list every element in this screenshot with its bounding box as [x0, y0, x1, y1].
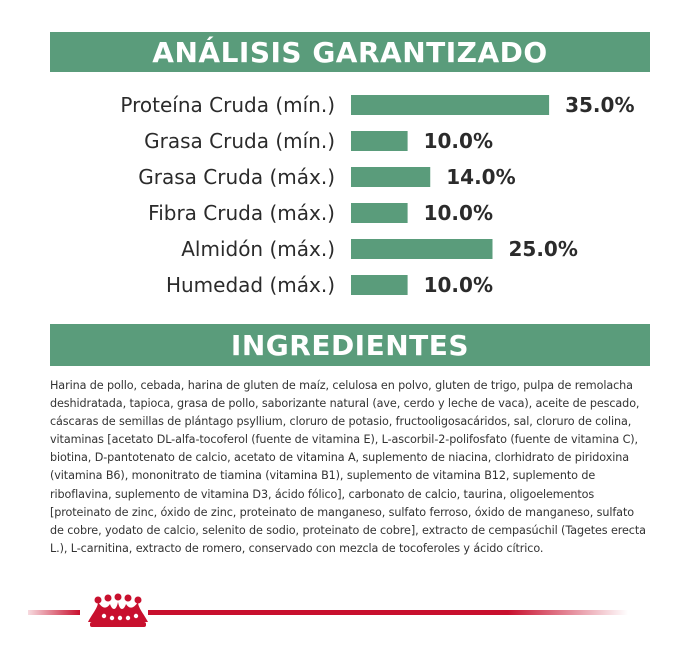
ingredients-list: Harina de pollo, cebada, harina de gluten de maíz, celulosa en polvo, gluten de trigo, pulpa de remolacha deshidratada, tapioca, grasa de pollo, saborizante natural (ave, cerdo y leche de vaca), aceite de pescado, cáscaras de semillas de plántago psyllium, cloruro de potasio, fructooligosacáridos, sal, cloruro de colina, vitaminas [acetato DL-alfa-tocoferol (fuente de vitamina E), L-ascorbil-2-polifosfato (fuente de vitamina C), biotina, D-pantotenato de calcio, acetato de vitamina A, suplemento de niacina, clorhidrato de piridoxina (vitamina B6), mononitrato de tiamina (vitamina B1), suplemento de vitamina B12, suplemento de riboflavina, suplemento de vitamina D3, ácido fólico], carbonato de calcio, taurina, oligoelementos [proteinato de zinc, óxido de zinc, proteinato de manganeso, sulfato ferroso, óxido de manganeso, sulfato de cobre, yodato de calcio, selenito de sodio, proteinato de cobre], extracto de cempasúchil (Tagetes erecta L.), L-carnitina, extracto de romero, conservado con mezcla de tocoferoles y ácido cítrico.: [50, 379, 646, 555]
category-label: Humedad (máx.): [165, 273, 335, 297]
value-label: 10.0%: [423, 129, 493, 153]
category-label: Grasa Cruda (máx.): [138, 165, 335, 189]
value-label: 10.0%: [423, 273, 493, 297]
bar: [351, 131, 408, 151]
ingredients-title-banner: [50, 324, 650, 366]
bar: [351, 167, 430, 187]
analysis-bar-chart: [0, 82, 684, 312]
bar: [351, 95, 549, 115]
category-label: Almidón (máx.): [181, 237, 335, 261]
category-label: Proteína Cruda (mín.): [120, 93, 335, 117]
category-label: Grasa Cruda (mín.): [144, 129, 335, 153]
ingredients-title: INGREDIENTES: [230, 328, 470, 362]
bar: [351, 239, 493, 259]
bar: [351, 203, 408, 223]
value-label: 14.0%: [446, 165, 516, 189]
bar: [351, 275, 408, 295]
footer-line-left: [28, 610, 80, 615]
value-label: 35.0%: [565, 93, 635, 117]
value-label: 25.0%: [508, 237, 578, 261]
value-label: 10.0%: [423, 201, 493, 225]
analysis-title: ANÁLISIS GARANTIZADO: [152, 35, 548, 69]
analysis-title-banner: [50, 32, 650, 72]
category-label: Fibra Cruda (máx.): [148, 201, 335, 225]
crown-icon: [88, 594, 148, 628]
brand-footer: [0, 590, 684, 640]
footer-line-right: [148, 610, 628, 615]
